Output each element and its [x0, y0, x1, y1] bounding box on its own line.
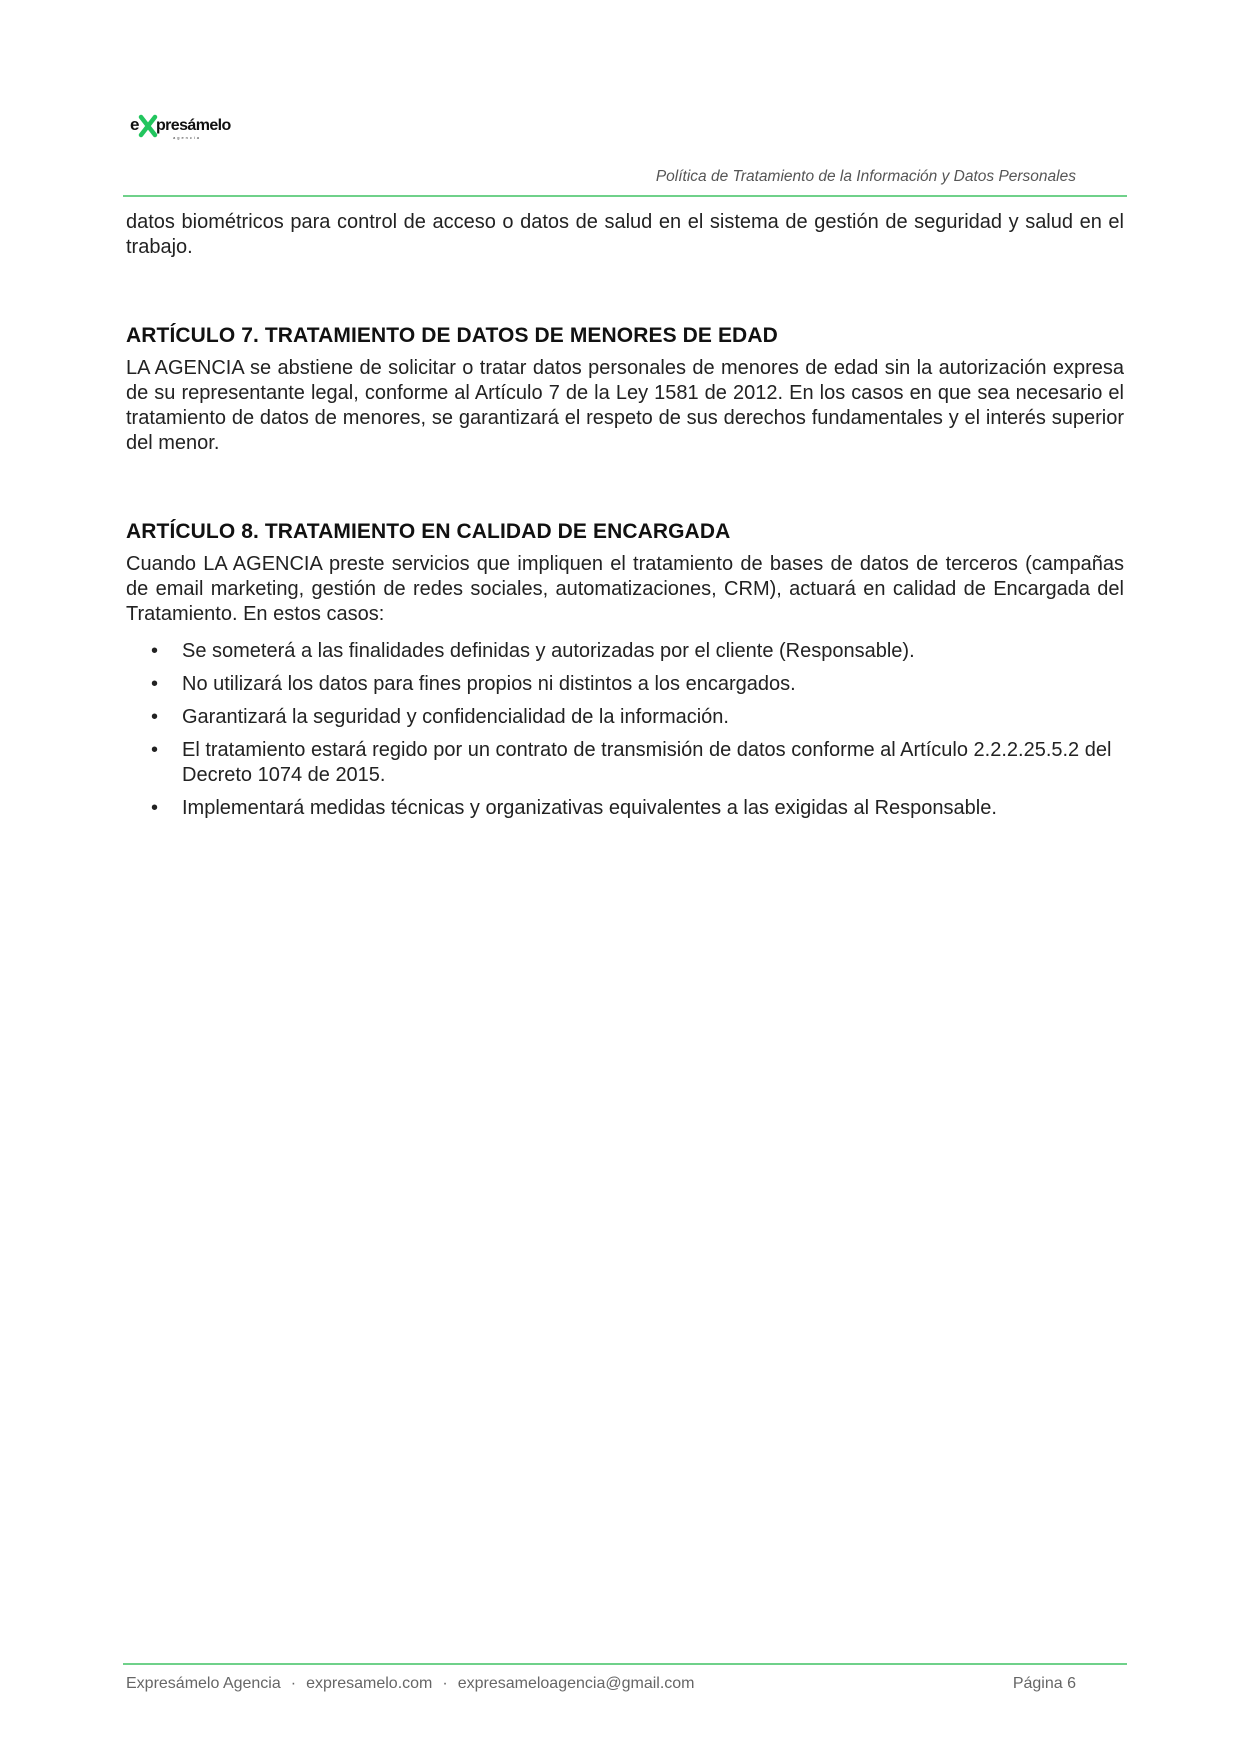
brand-logo: [130, 113, 270, 143]
footer-website-link[interactable]: expresamelo.com: [306, 1675, 433, 1692]
bullet-icon: •: [151, 797, 159, 819]
list-item: • No utilizará los datos para fines propios ni distintos a los encargados.: [151, 673, 796, 695]
document-body: [126, 210, 1124, 829]
list-item: • Se someterá a las finalidades definidas y autorizadas por el cliente (Responsable).: [151, 640, 915, 662]
document-title: Política de Tratamiento de la Información y Datos Personales: [655, 168, 1076, 185]
list-item: • Garantizará la seguridad y confidencialidad de la información.: [151, 706, 729, 728]
logo-tagline: agencia: [173, 135, 202, 140]
footer-email-link[interactable]: expresameloagencia@gmail.com: [457, 1675, 695, 1692]
article-8-heading: ARTÍCULO 8. TRATAMIENTO EN CALIDAD DE ENCARGADA: [126, 520, 731, 543]
bullet-icon: •: [151, 706, 159, 728]
intro-paragraph: datos biométricos para control de acceso o datos de salud en el sistema de gestión de seguridad y salud en el trabajo.: [126, 211, 1124, 258]
bullet-icon: •: [151, 673, 159, 695]
bullet-icon: •: [151, 640, 159, 662]
list-item: • Implementará medidas técnicas y organizativas equivalentes a las exigidas al Responsable.: [151, 797, 997, 819]
header-divider: [123, 195, 1127, 197]
article-7-paragraph: LA AGENCIA se abstiene de solicitar o tratar datos personales de menores de edad sin la autorización expresa de su representante legal, conforme al Artículo 7 de la Ley 1581 de 2012. En los casos en que sea necesario el tratamiento de datos de menores, se garantizará el respeto de sus derechos fundamentales y el interés superior del menor.: [126, 357, 1124, 454]
footer-divider: [123, 1663, 1127, 1665]
footer-contact: [126, 1675, 695, 1693]
svg-text:presámelo: presámelo: [156, 117, 231, 134]
article-7-heading: ARTÍCULO 7. TRATAMIENTO DE DATOS DE MENORES DE EDAD: [126, 324, 778, 347]
article-8-bullet-list: [126, 639, 1124, 821]
page-footer: [126, 1675, 1076, 1693]
footer-company: Expresámelo Agencia: [126, 1675, 281, 1692]
page-number: Página 6: [1012, 1675, 1076, 1692]
svg-text:e: e: [130, 115, 140, 134]
article-8-paragraph: Cuando LA AGENCIA preste servicios que impliquen el tratamiento de bases de datos de terceros (campañas de email marketing, gestión de redes sociales, automatizaciones, CRM), actuará en calidad de Encargada del Tratamiento. En estos casos:: [126, 553, 1124, 625]
list-item: • El tratamiento estará regido por un contrato de transmisión de datos conforme al Artículo 2.2.2.25.5.2 del Decreto 1074 de 2015.: [151, 739, 1112, 786]
bullet-icon: •: [151, 739, 159, 761]
footer-separator: ·: [442, 1675, 448, 1692]
footer-separator: ·: [290, 1675, 297, 1692]
